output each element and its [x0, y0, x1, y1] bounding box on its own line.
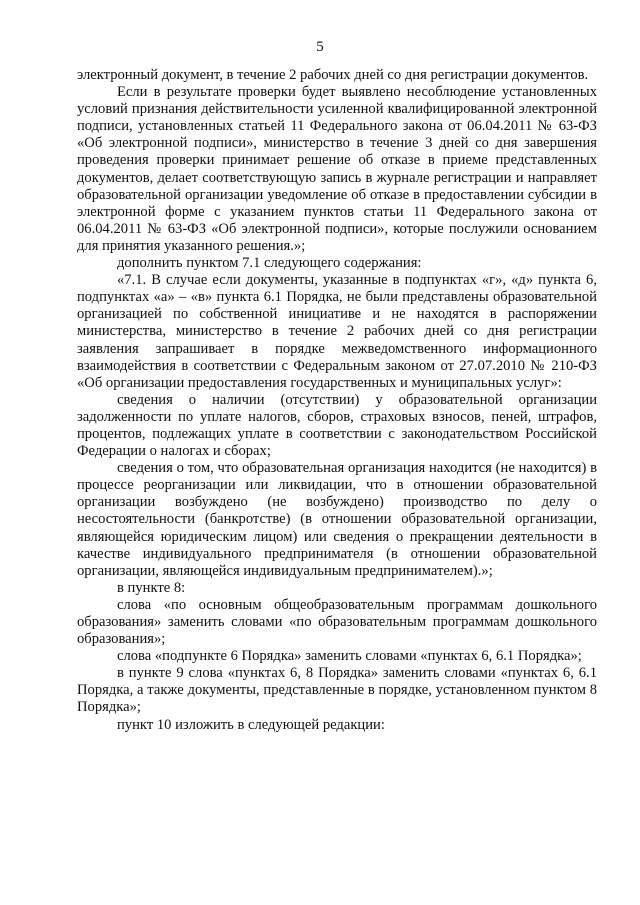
paragraph: Если в результате проверки будет выявлено несоблюдение установленных условий признания действительности усиленной квалифицированной электронной подписи, установленных статьей 11 Федерального закона от 06.04.2011 № 63-ФЗ «Об электронной подписи», министерство в течение 3 дней со дня завершения проведения проверки принимает решение об отказе в приеме представленных документов, делает соответствующую запись в журнале регистрации и направляет образовательной организации уведомление об отказе в предоставлении субсидии в электронной форме с указанием пунктов статьи 11 Федерального закона от 06.04.2011 № 63-ФЗ «Об электронной подписи», которые послужили основанием для принятия указанного решения.»;: [77, 84, 597, 254]
paragraph: в пункте 8:: [117, 579, 186, 596]
paragraph: сведения о том, что образовательная организация находится (не находится) в процессе реорганизации или ликвидации, что в отношении образовательной организации возбуждено (не возбуждено) производство по делу о несостоятельности (банкротстве) (в отношении образовательной организации, являющейся юридическим лицом) или сведения о прекращении деятельности в качестве индивидуального предпринимателя (в отношении образовательной организации, являющейся индивидуальным предпринимателем).»;: [77, 460, 597, 579]
paragraph: электронный документ, в течение 2 рабочих дней со дня регистрации документов.: [77, 67, 589, 83]
page-number: 5: [316, 39, 324, 55]
document-body: [77, 67, 597, 734]
paragraph: слова «подпункте 6 Порядка» заменить словами «пунктах 6, 6.1 Порядка»;: [117, 648, 582, 665]
paragraph: пункт 10 изложить в следующей редакции:: [117, 716, 385, 733]
paragraph: сведения о наличии (отсутствии) у образовательной организации задолженности по уплате налогов, сборов, страховых взносов, пеней, штрафов, процентов, подлежащих уплате в соответствии с законодательством Российской Федерации о налогах и сборах;: [77, 391, 597, 460]
paragraph: слова «по основным общеобразовательным программам дошкольного образования» заменить словами «по образовательным программам дошкольного образования»;: [77, 596, 597, 648]
paragraph: в пункте 9 слова «пунктах 6, 8 Порядка» заменить словами «пунктах 6, 6.1 Порядка, а также документы, представленные в порядке, установленном пунктом 8 Порядка»;: [77, 665, 597, 716]
paragraph: «7.1. В случае если документы, указанные в подпунктах «г», «д» пункта 6, подпунктах «а» – «в» пункта 6.1 Порядка, не были представлены образовательной организацией по собственной инициативе и не находятся в распоряжении министерства, министерство в течение 2 рабочих дней со дня регистрации заявления запрашивает в порядке межведомственного информационного взаимодействия в соответствии с Федеральным законом от 27.07.2010 № 210-ФЗ «Об организации предоставления государственных и муниципальных услуг»:: [77, 272, 597, 391]
paragraph: дополнить пунктом 7.1 следующего содержания:: [117, 255, 422, 272]
